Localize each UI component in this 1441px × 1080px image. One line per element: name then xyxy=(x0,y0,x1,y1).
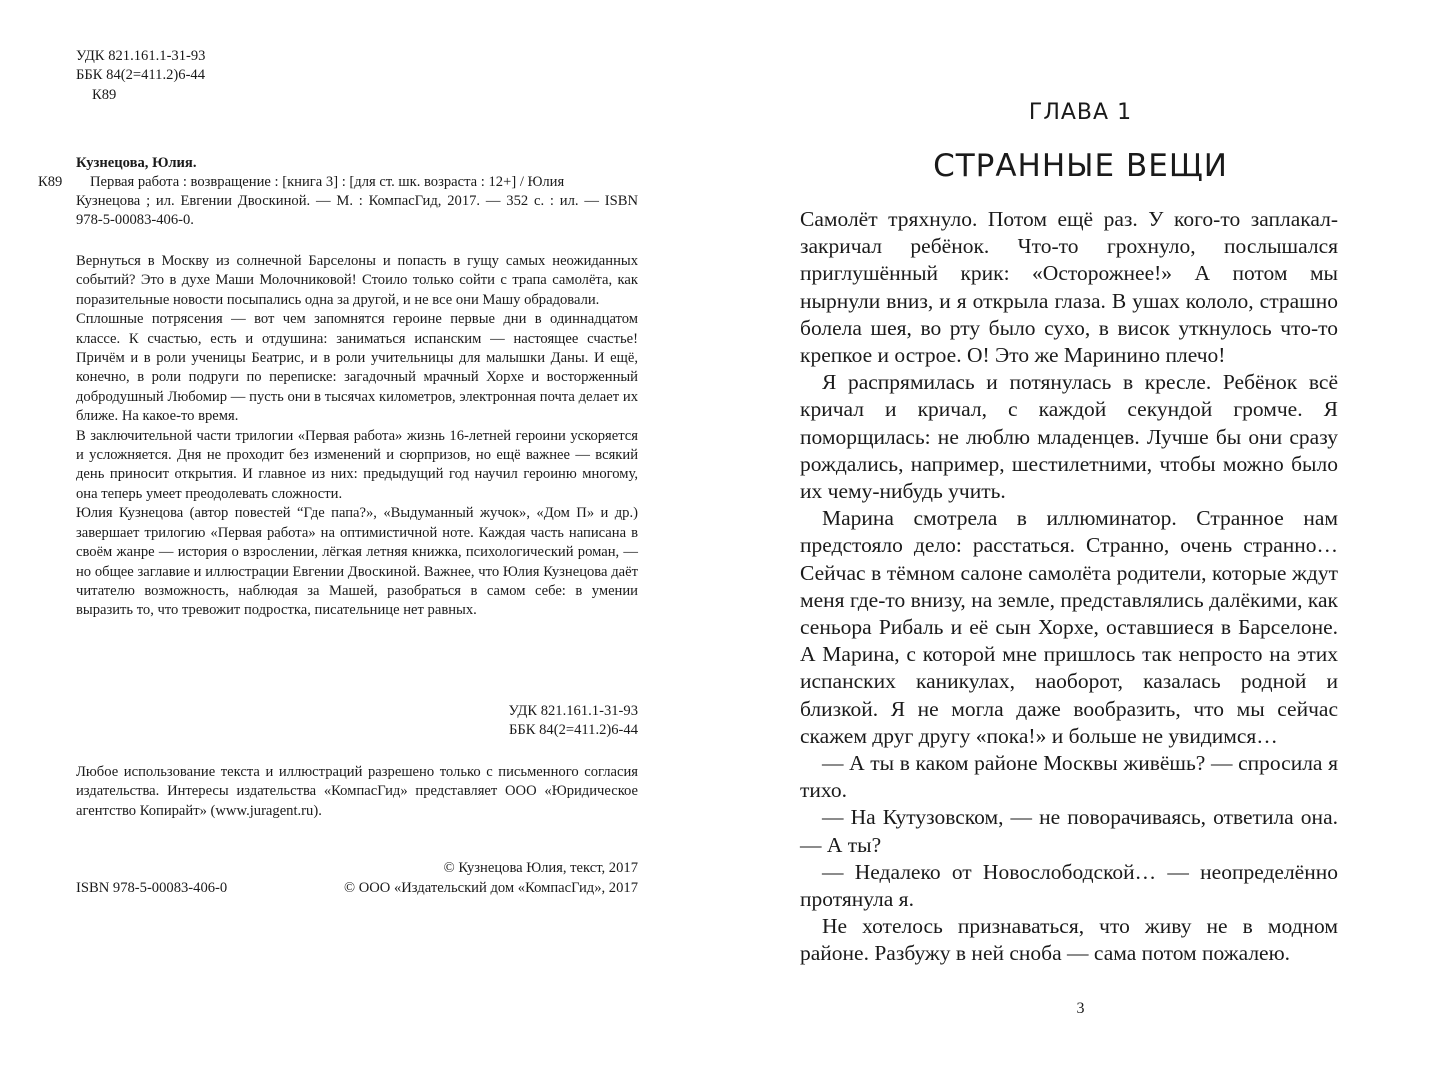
copyright-publisher: © ООО «Издательский дом «КомпасГид», 2017 xyxy=(343,880,638,896)
copyright-text: © Кузнецова Юлия, текст, 2017 xyxy=(443,860,638,876)
isbn: ISBN 978-5-00083-406-0 xyxy=(76,880,228,896)
body-paragraph: — Недалеко от Новослободской… — неопределённо протянула я. xyxy=(800,859,1338,912)
left-page xyxy=(0,0,720,1080)
body-paragraph: — А ты в каком районе Москвы живёшь? — спросила я тихо. xyxy=(800,751,1338,803)
right-page xyxy=(720,0,1441,1080)
body-paragraph: Марина смотрела в иллюминатор. Странное нам предстояло дело: расстаться. Странно, очень странно… Сейчас в тёмном салоне самолёта родители, которые ждут меня где-то внизу, на земле, представлялись далёкими, как сеньора Рибаль и её сын Хорхе, оставшиеся в Барселоне. А Марина, с которой мне пришлось так непросто на этих испанских каникулах, наоборот, казалась родной и близкой. Я не могла даже вообразить, что мы сейчас скажем друг другу «пока!» и больше не увидимся… xyxy=(800,506,1338,748)
annotation xyxy=(76,252,638,621)
annotation-paragraph: В заключительной части трилогии «Первая работа» жизнь 16-летней героини ускоряется и усложняется. Дня не проходит без изменений и сюрпризов, но ещё важнее — всякий день приносит открытия. И главное из них: предыдущий год научил героиню многому, она теперь умеет преодолевать сложности. xyxy=(76,427,638,502)
body-paragraph: Я распрямилась и потянулась в кресле. Ребёнок всё кричал и кричал, с каждой секундой громче. Я поморщилась: не люблю младенцев. Лучше бы они сразу рождались, например, шестилетними, чтобы можно было их чему-нибудь учить. xyxy=(800,370,1338,504)
chapter-label: ГЛАВА 1 xyxy=(1028,100,1133,125)
bbk-code: ББК 84(2=411.2)6-44 xyxy=(76,67,206,84)
author-mark: К89 xyxy=(92,86,117,103)
catalog-code: К89 xyxy=(38,174,63,190)
rights-notice: Любое использование текста и иллюстраций разрешено только с письменного согласия издательства. Интересы издательства «КомпасГид» представляет ООО «Юридическое агентство Копирайт» (www.juragent.ru). xyxy=(76,764,638,819)
body-paragraph: Самолёт тряхнуло. Потом ещё раз. У кого-то заплакал-закричал ребёнок. Что-то грохнуло, послышался приглушённый крик: «Осторожнее!» А потом мы нырнули вниз, и я открыла глаза. В ушах кололо, страшно болела шея, во рту было сухо, в висок уткнулось что-то крепкое и острое. О! Это же Маринино плечо! xyxy=(800,207,1338,368)
annotation-paragraph: Юлия Кузнецова (автор повестей “Где папа?», «Выдуманный жучок», «Дом П» и др.) завершает трилогию «Первая работа» на оптимистичной ноте. Каждая часть написана в своём жанре — история о взрослении, лёгкая летняя книжка, психологический роман, — но общее заглавие и иллюстрации Евгении Двоскиной. Важнее, что Юлия Кузнецова даёт читателю возможность, наблюдая за Машей, разобраться в самом себе: в умении выразить то, что тревожит подростка, писательнице нет равных. xyxy=(76,505,638,619)
body-paragraph: — На Кутузовском, — не поворачиваясь, ответила она. — А ты? xyxy=(800,805,1338,857)
page-number: 3 xyxy=(1076,1000,1085,1017)
catalog-line-3: 978-5-00083-406-0. xyxy=(76,212,194,228)
catalog-line-1: Первая работа : возвращение : [книга 3] : [для ст. шк. возраста : 12+] / Юлия xyxy=(90,174,565,190)
chapter-body xyxy=(800,206,1338,968)
bbk-code: ББК 84(2=411.2)6-44 xyxy=(508,722,638,739)
body-paragraph: Не хотелось признаваться, что живу не в модном районе. Разбужу в ней сноба — сама потом пожалею. xyxy=(800,914,1338,966)
udk-footer xyxy=(420,702,638,741)
udk-code: УДК 821.161.1-31-93 xyxy=(508,703,638,719)
udk-code: УДК 821.161.1-31-93 xyxy=(76,48,206,64)
catalog-line-2: Кузнецова ; ил. Евгении Двоскиной. — М. : КомпасГид, 2017. — 352 с. : ил. — ISBN xyxy=(76,193,638,209)
catalog-author: Кузнецова, Юлия. xyxy=(76,155,197,171)
annotation-paragraph: Сплошные потрясения — вот чем запомнятся героине первые дни в одиннадцатом классе. К счастью, есть и отдушина: заниматься испанским — настоящее счастье! Причём и в роли ученицы Беатрис, и в роли учительницы для малышки Даны. И ещё, конечно, в роли подруги по переписке: загадочный мрачный Хорхе и восторженный добродушный Любомир — пусть они в тысячах километров, электронная почта делает их ближе. На какое-то время. xyxy=(76,311,638,425)
chapter-title: СТРАННЫЕ ВЕЩИ xyxy=(933,148,1228,184)
udk-header xyxy=(76,47,205,105)
annotation-paragraph: Вернуться в Москву из солнечной Барселоны и попасть в гущу самых неожиданных событий? Это в духе Маши Молочниковой! Стоило только сойти с трапа самолёта, как поразительные новости посыпались одна за другой, и не все они Машу обрадовали. xyxy=(76,253,638,308)
